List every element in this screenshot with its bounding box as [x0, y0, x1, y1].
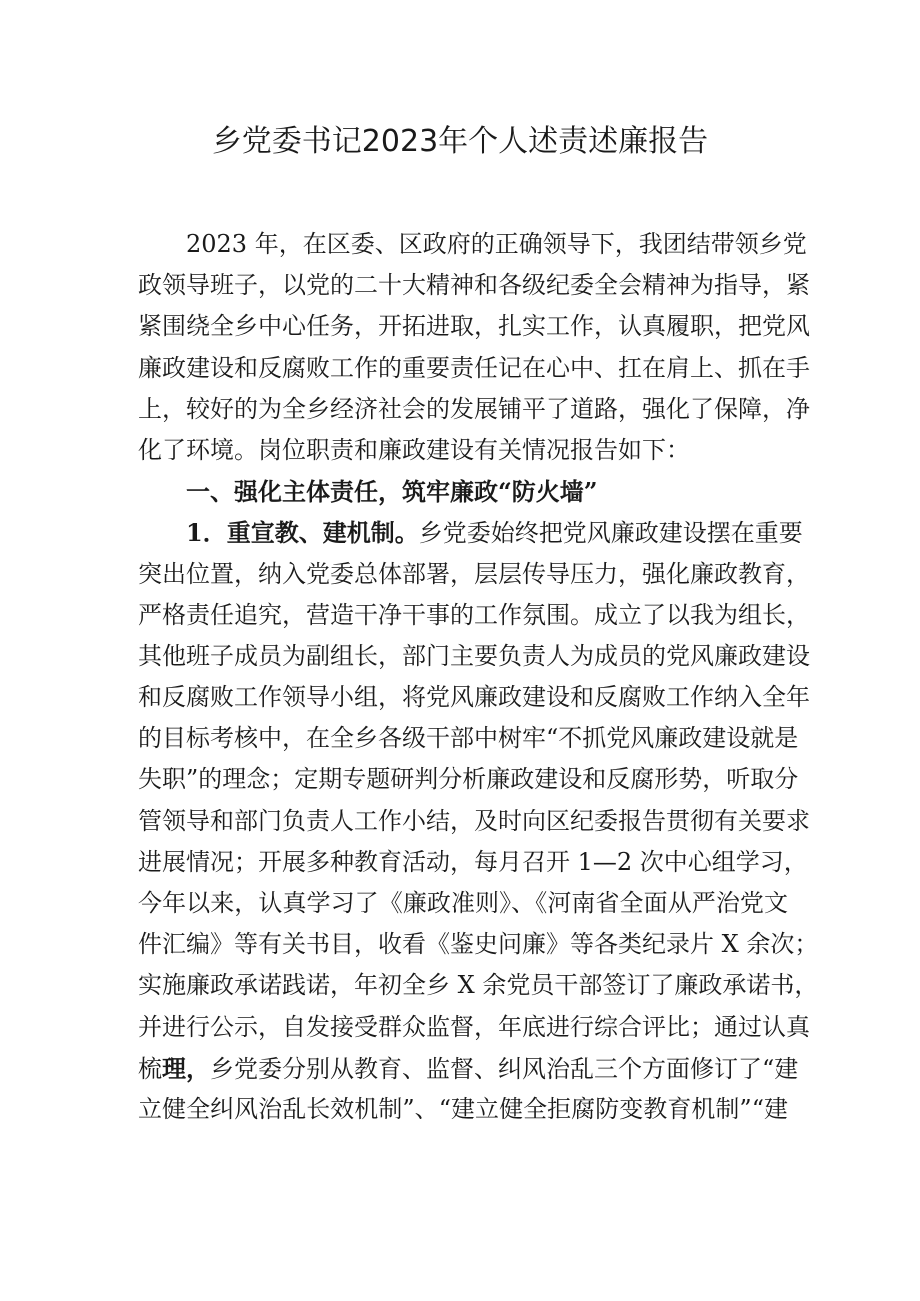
paragraph-line: 2023 年，在区委、区政府的正确领导下，我团结带领乡党 [186, 230, 807, 258]
paragraph-line: 的目标考核中，在全乡各级干部中树牢“不抓党风廉政建设就是 [138, 724, 799, 753]
document-body [138, 224, 819, 1130]
paragraph-line: 进展情况；开展多种教育活动，每月召开 1—2 次中心组学习， [138, 847, 808, 876]
paragraph-line: 立健全纠风治乱长效机制”、“建立健全拒腐防变教育机制”“建 [138, 1094, 788, 1123]
paragraph-text: 乡党委分别从教育、监督、纠风治乱三个方面修订了“建 [210, 1054, 799, 1083]
paragraph-line: 化了环境。岗位职责和廉政建设有关情况报告如下： [138, 435, 690, 464]
paragraph-text: 梳 [138, 1054, 162, 1083]
paragraph-line: 失职”的理念；定期专题研判分析廉政建设和反腐形势，听取分 [138, 765, 799, 794]
section-heading: 一、强化主体责任，筑牢廉政“防火墙” [186, 477, 598, 507]
paragraph-text: 乡党委始终把党风廉政建设摆在重要 [418, 519, 803, 548]
paragraph-line: 政领导班子，以党的二十大精神和各级纪委全会精神为指导，紧 [138, 271, 810, 300]
page-title: 乡党委书记2023年个人述责述廉报告 [211, 124, 709, 159]
paragraph-line: 突出位置，纳入党委总体部署，层层传导压力，强化廉政教育， [138, 559, 810, 588]
paragraph-line: 紧围绕全乡中心任务，开拓进取，扎实工作，认真履职，把党风 [138, 312, 810, 341]
paragraph-line [138, 512, 803, 553]
paragraph-line: 严格责任追究，营造干净干事的工作氛围。成立了以我为组长， [138, 600, 810, 629]
paragraph-text-bold: 理， [162, 1053, 210, 1083]
subsection-heading: 1．重宣教、建机制。 [186, 518, 419, 548]
paragraph-line: 并进行公示，自发接受群众监督，年底进行综合评比；通过认真 [138, 1012, 810, 1041]
paragraph-line: 管领导和部门负责人工作小结，及时向区纪委报告贯彻有关要求 [138, 806, 810, 835]
paragraph-line: 其他班子成员为副组长，部门主要负责人为成员的党风廉政建设 [138, 641, 810, 670]
paragraph-line [138, 1048, 799, 1089]
paragraph-line: 上，较好的为全乡经济社会的发展铺平了道路，强化了保障，净 [138, 394, 810, 423]
paragraph-line: 件汇编》等有关书目，收看《鉴史问廉》等各类纪录片 X 余次； [138, 930, 819, 959]
paragraph-line: 廉政建设和反腐败工作的重要责任记在心中、扛在肩上、抓在手 [138, 353, 810, 382]
paragraph-line: 今年以来，认真学习了《廉政准则》、《河南省全面从严治党文 [138, 889, 788, 917]
paragraph-line: 和反腐败工作领导小组，将党风廉政建设和反腐败工作纳入全年 [138, 683, 810, 712]
paragraph-line: 实施廉政承诺践诺，年初全乡 X 余党员干部签订了廉政承诺书， [138, 971, 819, 1000]
